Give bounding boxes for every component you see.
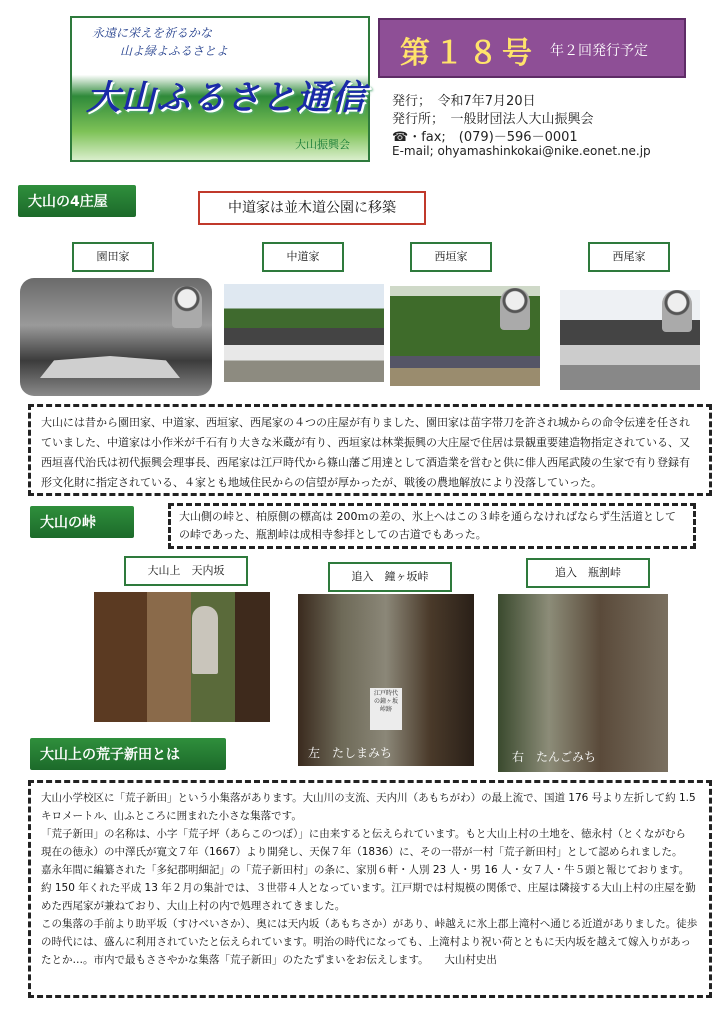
label-kamewari: 追入 瓶割峠 — [526, 558, 650, 588]
label-nishio: 西尾家 — [588, 242, 670, 272]
portrait-photo — [172, 286, 202, 328]
issue-number: 第１８号 — [400, 36, 536, 71]
phone-fax: ☎・fax; (079)－596－0001 — [392, 130, 578, 145]
arako-description — [28, 780, 712, 998]
toge-description — [168, 503, 696, 549]
label-nakamichi: 中道家 — [262, 242, 344, 272]
building-shape — [40, 356, 180, 378]
jizo-statue — [192, 606, 218, 674]
photo-kamewari — [498, 594, 668, 772]
publish-date: 発行； 令和7年7月20日 — [392, 94, 536, 109]
signpost: 江戸時代の鐘ヶ坂峠跡 — [370, 688, 402, 730]
photo-nakamichi-house — [224, 284, 384, 382]
toge-text: 大山側の峠と、柏原側の標高は 200ｍの差の、氷上へはこの３峠を通らなければならず生活道としての峠であった、瓶割峠は成相寺参拝としての古道でもあった。 — [179, 510, 677, 541]
slogan-line-2: 山よ緑よふるさとよ — [120, 44, 229, 58]
section-heading-arako: 大山上の荒子新田とは — [30, 738, 226, 770]
shoya-text: 大山には昔から園田家、中道家、西垣家、西尾家の４つの庄屋が有りました、園田家は苗字帯刀を許され城からの命令伝達を任されていました、中道家は小作米が千石有り大きな米蔵が有り、西垣家は林業振興の大庄屋で住居は景観重要建造物指定されている、又西垣喜代治氏は初代振興会理事長、西尾家は江戸時代から篠山藩ご用達として酒造業を営むと供に俳人西尾武陵の生家で有り登録有形文化財に指定されている、４家とも地域住民からの信望が厚かったが、戦後の農地解放により没落していった。 — [41, 416, 690, 489]
publisher: 発行所； 一般財団法人大山振興会 — [392, 112, 594, 127]
label-kanegasaka: 追入 鐘ヶ坂峠 — [328, 562, 452, 592]
arako-paragraph: この集落の手前より助平坂（すけべいさか）、奥には天内坂（あもちさか）があり、峠越えに氷上郡上滝村へ通じる近道がありました。徒歩の時代には、盛んに利用されていたと伝えられています。明治の時代になっても、上滝村より祝い荷とともに天内坂を越えて嫁入りがあったとか…。市内で最もささやかな集落「荒子新田」のたたずまいをお伝えします。 大山村史出 — [41, 918, 698, 966]
section-heading-shoya: 大山の4庄屋 — [18, 185, 136, 217]
issue-frequency: 年２回発行予定 — [550, 43, 648, 59]
masthead-org: 大山振興会 — [295, 138, 350, 151]
photo-nishio-house — [560, 290, 700, 390]
photo-sonoda-house — [20, 278, 212, 396]
arako-paragraph: 大山小学校区に「荒子新田」という小集落があります。大山川の支流、天内川（あもちがわ）の最上流で、国道 176 号より左折して約 1.5 キロメートル、山ふところに囲まれた小さな集落です。 — [41, 792, 696, 822]
email-address[interactable]: E-mail; ohyamashinkokai@nike.eonet.ne.jp — [392, 144, 651, 158]
photo-kanegasaka — [298, 594, 474, 766]
portrait-photo — [662, 290, 692, 332]
caption-tajimamichi: 左 たしまみち — [308, 746, 393, 760]
newsletter-title: 大山ふるさと通信 — [86, 78, 366, 118]
issue-banner — [378, 18, 686, 78]
photo-amochizaka — [94, 592, 270, 722]
portrait-photo — [500, 288, 530, 330]
photo-nishigaki-house — [390, 286, 540, 386]
callout-nakamichi: 中道家は並木道公園に移築 — [198, 191, 426, 225]
arako-paragraph: 嘉永年間に編纂された「多紀郡明細記」の「荒子新田村」の条に、家別６軒・人別 23 人・男 16 人・女７人・牛５頭と報じております。約 150 年くれた平成 13 年２月の集計では、３世帯４人となっています。江戸期では村規模の関係で、庄屋は隣接する大山上村の庄屋を勤めた西尾家が兼ねており、大山上村の内で処理されてきました。 — [41, 864, 696, 912]
slogan-line-1: 永遠に栄えを祈るかな — [92, 26, 213, 40]
masthead-banner — [70, 16, 370, 162]
arako-paragraph: 「荒子新田」の名称は、小字「荒子坪（あらこのつぼ）」に由来すると伝えられています。もと大山上村の土地を、徳永村（とくながむら 現在の徳永）の中澤氏が寛文７年（1667）より開発し、天保７年（1836）に、その一帯が一村「荒子新田村」として認められました。 — [41, 828, 697, 858]
caption-tangomichi: 右 たんごみち — [512, 750, 597, 764]
label-nishigaki: 西垣家 — [410, 242, 492, 272]
section-heading-toge: 大山の峠 — [30, 506, 134, 538]
label-amochizaka: 大山上 天内坂 — [124, 556, 248, 586]
shoya-description — [28, 404, 712, 496]
label-sonoda: 園田家 — [72, 242, 154, 272]
